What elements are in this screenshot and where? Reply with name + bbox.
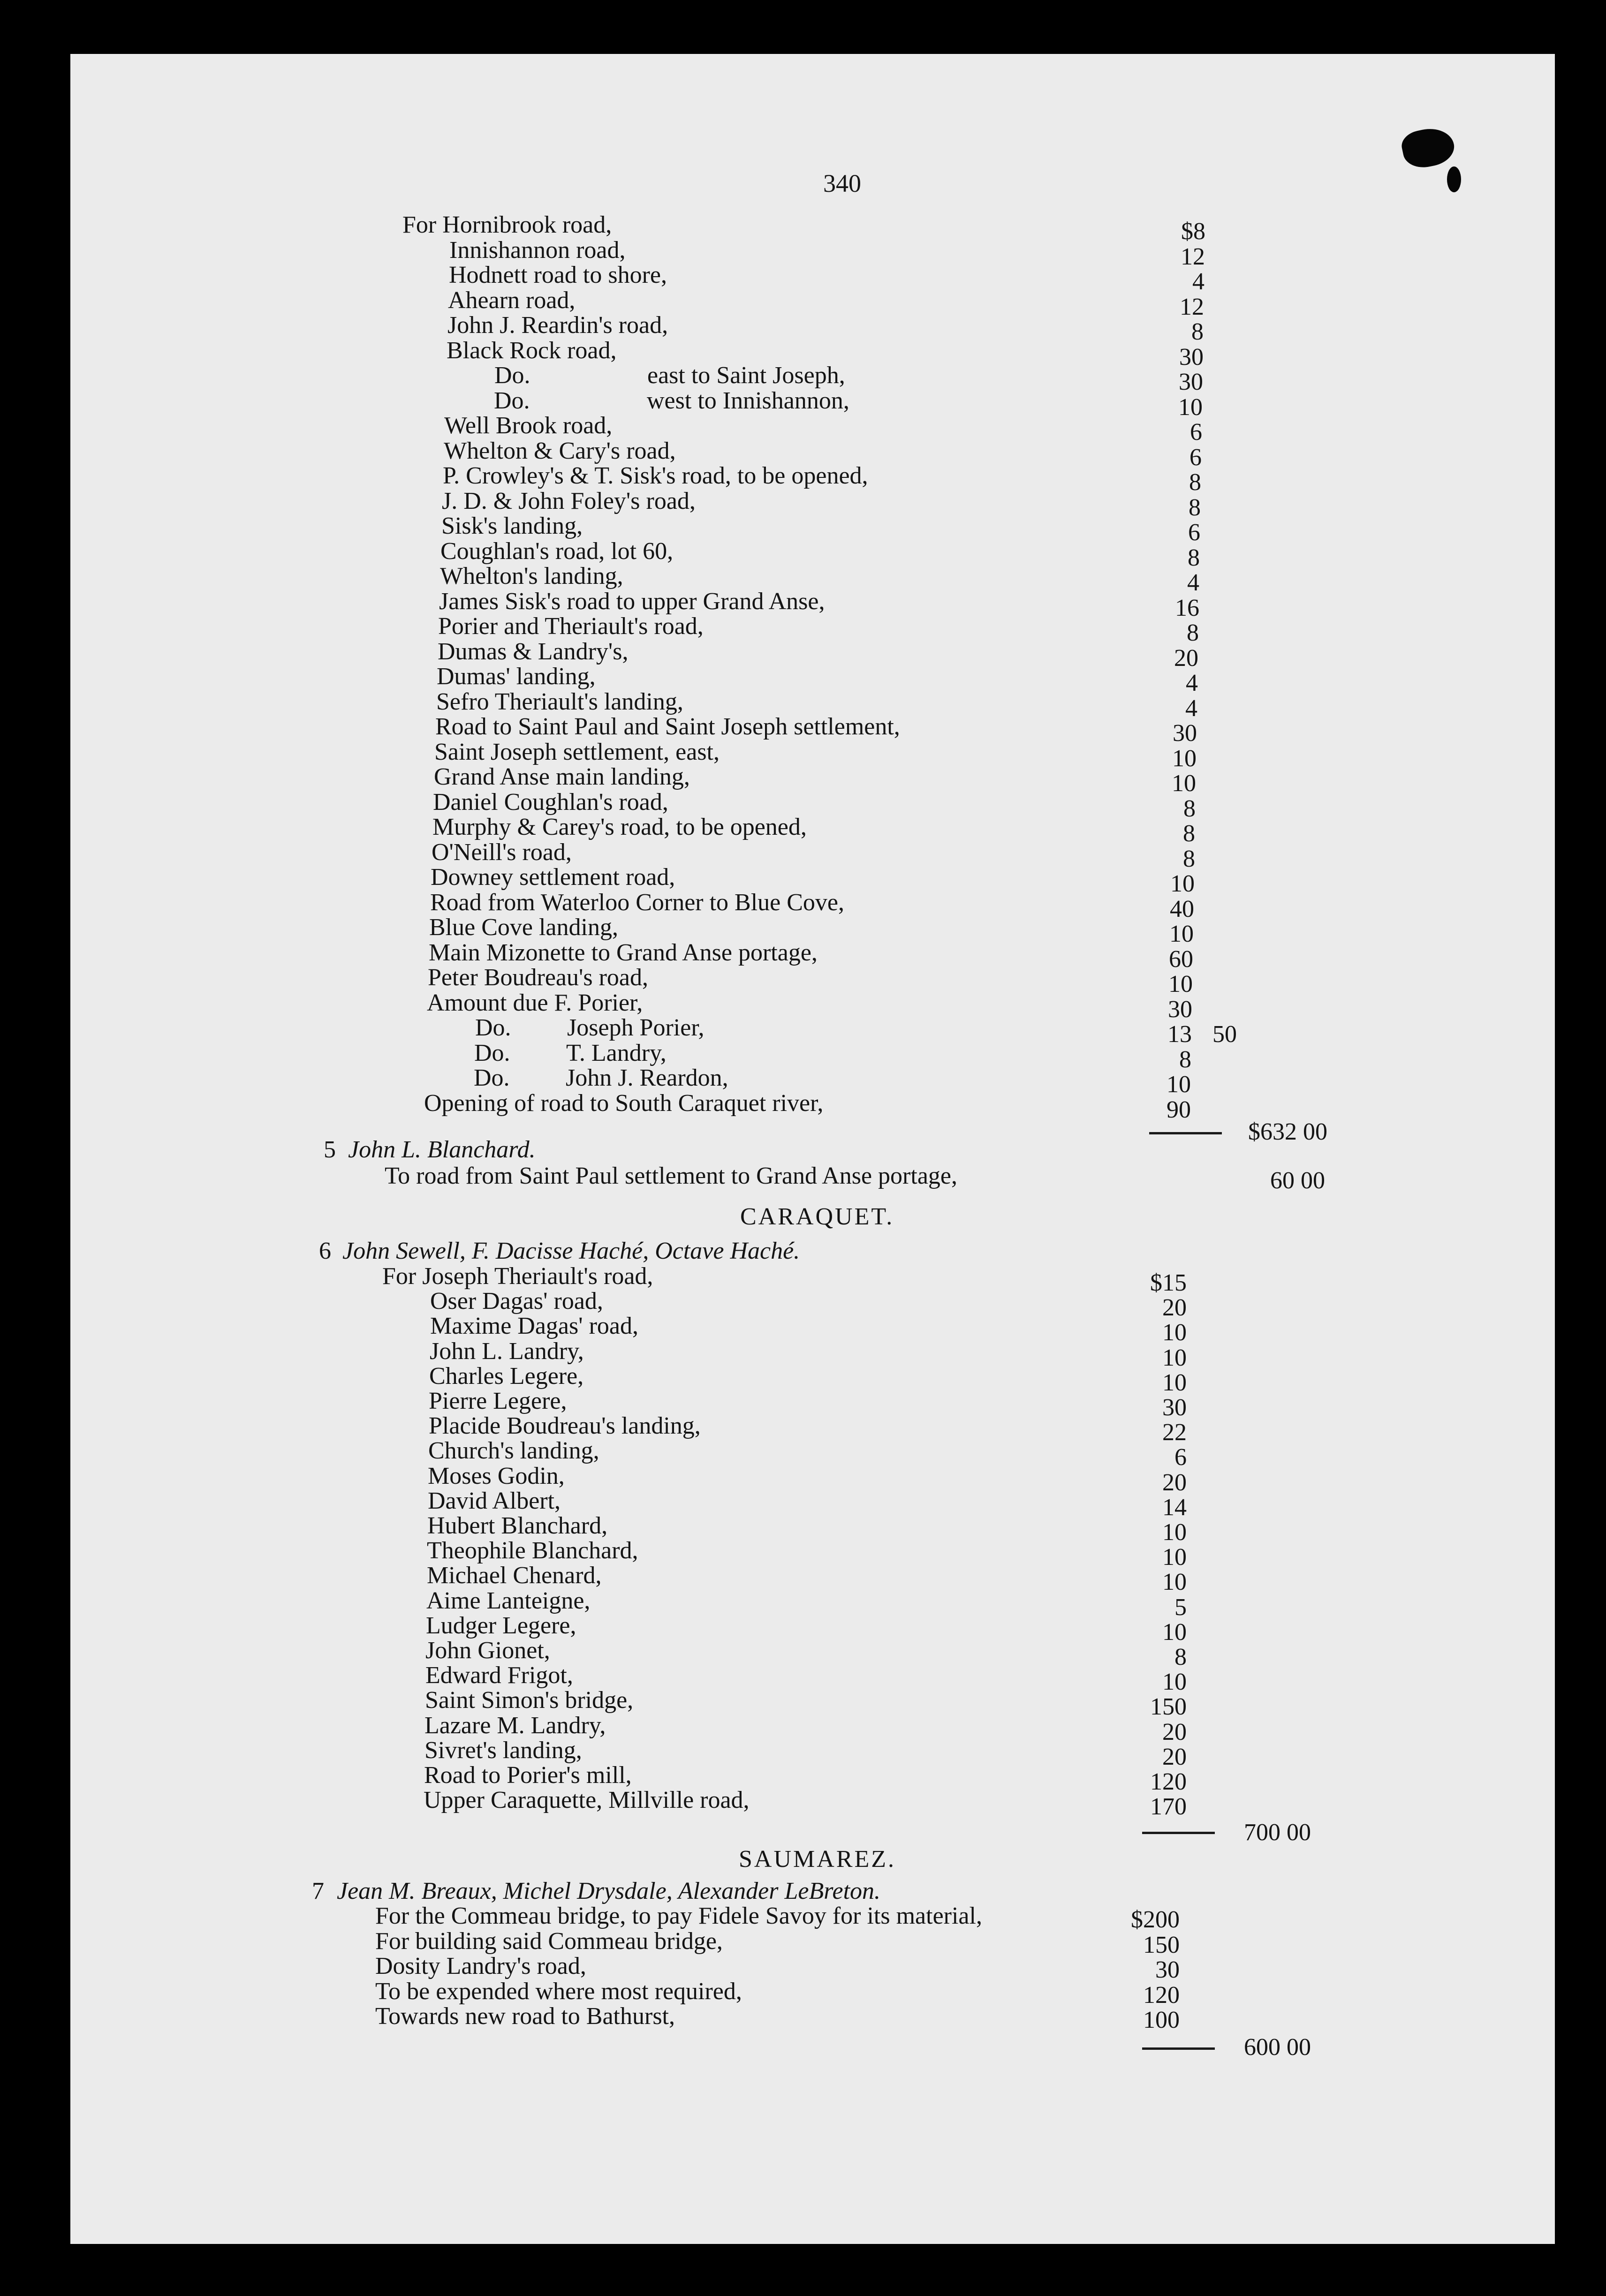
- list-item-label: Hodnett road to shore,: [449, 262, 667, 288]
- list-item-label: For the Commeau bridge, to pay Fidele Savoy for its material,: [375, 1903, 982, 1929]
- list-item-amount: 10: [1162, 1319, 1187, 1346]
- caraquet-number: 6: [319, 1238, 331, 1264]
- list-item-amount: 10: [1162, 1519, 1187, 1546]
- list-item-amount: 8: [1174, 1644, 1187, 1670]
- list-item-amount: 16: [1175, 595, 1199, 621]
- ink-blot: [1399, 124, 1457, 171]
- list-item-label: John Gionet,: [425, 1637, 550, 1664]
- list-item-label: J. D. & John Foley's road,: [442, 488, 696, 514]
- list-item-label: Porier and Theriault's road,: [438, 613, 704, 640]
- list-item-label: For building said Commeau bridge,: [375, 1928, 723, 1955]
- list-item-amount: 150: [1150, 1693, 1187, 1720]
- list-item-label: Theophile Blanchard,: [427, 1537, 638, 1564]
- list-item-label: P. Crowley's & T. Sisk's road, to be opened,: [443, 462, 868, 489]
- list-item-amount: 20: [1162, 1469, 1187, 1496]
- list-item-label: For Hornibrook road,: [402, 211, 612, 238]
- list-item-amount: 4: [1186, 670, 1198, 696]
- list-item-amount: 6: [1189, 444, 1202, 471]
- list-item-label: Hubert Blanchard,: [427, 1512, 608, 1539]
- list-item-label: Placide Boudreau's landing,: [429, 1412, 701, 1439]
- list-item-label: Moses Godin,: [428, 1463, 565, 1489]
- list-item-ditto: Do.: [494, 387, 530, 414]
- list-item-amount: 100: [1143, 2007, 1180, 2033]
- list-item-label: Aime Lanteigne,: [426, 1587, 591, 1614]
- list-item-amount: 6: [1174, 1444, 1187, 1471]
- list-item-amount: 13: [1167, 1021, 1192, 1048]
- list-item-amount: 10: [1162, 1544, 1187, 1571]
- list-item-amount: 10: [1172, 770, 1196, 797]
- list-item-label: Daniel Coughlan's road,: [433, 789, 668, 816]
- list-item-label: Dumas' landing,: [437, 663, 596, 690]
- list-item-amount: $15: [1150, 1269, 1187, 1296]
- section-5-names: John L. Blanchard.: [348, 1136, 536, 1163]
- list-item-label: Road to Porier's mill,: [424, 1762, 632, 1789]
- list-item-amount: 120: [1143, 1982, 1180, 2009]
- list-item-amount: 10: [1162, 1669, 1187, 1695]
- list-item-label: east to Saint Joseph,: [647, 362, 845, 389]
- section-5-number: 5: [324, 1136, 336, 1163]
- list-item-amount: $8: [1181, 218, 1205, 245]
- list-item-label: Opening of road to South Caraquet river,: [424, 1090, 824, 1117]
- list-item-label: Sivret's landing,: [424, 1737, 582, 1764]
- subtotal-rule: [1149, 1132, 1222, 1134]
- list-item-label: Blue Cove landing,: [429, 914, 618, 941]
- list-item-amount: 8: [1188, 544, 1200, 571]
- list-item-label: T. Landry,: [566, 1040, 667, 1066]
- ink-blot: [1447, 166, 1461, 192]
- list-item-amount: 20: [1174, 645, 1198, 672]
- list-item-label: Towards new road to Bathurst,: [375, 2003, 675, 2030]
- list-item-label: Innishannon road,: [449, 237, 626, 264]
- list-item-label: Michael Chenard,: [427, 1562, 602, 1589]
- list-item-amount: 6: [1188, 519, 1200, 546]
- list-item-cents: 50: [1212, 1021, 1237, 1048]
- list-item-amount: 20: [1162, 1744, 1187, 1770]
- list-item-amount: 10: [1170, 870, 1195, 897]
- list-item-label: John J. Reardin's road,: [447, 312, 668, 339]
- list-item-label: Edward Frigot,: [425, 1662, 573, 1689]
- list-item-label: Whelton's landing,: [440, 563, 623, 589]
- list-item-amount: 60: [1169, 946, 1193, 973]
- list-item-amount: 8: [1191, 318, 1204, 345]
- list-item-label: Well Brook road,: [444, 412, 613, 439]
- list-item-amount: 6: [1190, 419, 1202, 446]
- list-item-amount: 8: [1189, 469, 1201, 496]
- list-item-amount: 30: [1179, 369, 1203, 395]
- list-item-label: Grand Anse main landing,: [434, 763, 690, 790]
- list-item-amount: 12: [1180, 294, 1204, 320]
- list-item-amount: 10: [1167, 1071, 1191, 1098]
- list-item-label: Pierre Legere,: [429, 1388, 567, 1414]
- list-item-label: Charles Legere,: [429, 1363, 584, 1390]
- list-item-amount: 170: [1150, 1793, 1187, 1820]
- list-item-label: Downey settlement road,: [431, 864, 675, 891]
- list-item-label: Murphy & Carey's road, to be opened,: [432, 814, 807, 840]
- list-item-amount: $200: [1131, 1906, 1180, 1933]
- list-item-label: Church's landing,: [428, 1437, 599, 1464]
- list-item-ditto: Do.: [475, 1014, 511, 1041]
- list-item-amount: 40: [1170, 896, 1194, 922]
- list-item-amount: 8: [1183, 820, 1195, 847]
- list-item-amount: 10: [1162, 1369, 1187, 1396]
- list-item-label: Saint Joseph settlement, east,: [434, 739, 720, 765]
- list-item-label: For Joseph Theriault's road,: [382, 1263, 653, 1290]
- saumarez-total: 600 00: [1244, 2034, 1311, 2061]
- list-item-label: James Sisk's road to upper Grand Anse,: [439, 588, 825, 615]
- caraquet-heading: CARAQUET.: [740, 1203, 894, 1230]
- list-item-amount: 30: [1173, 720, 1197, 747]
- list-item-label: Dumas & Landry's,: [438, 638, 629, 665]
- list-item-amount: 10: [1178, 394, 1203, 421]
- list-item-label: Peter Boudreau's road,: [428, 964, 649, 991]
- list-item-amount: 14: [1162, 1494, 1187, 1521]
- list-item-label: Black Rock road,: [447, 337, 617, 364]
- subtotal-rule: [1142, 2047, 1215, 2050]
- list-item-amount: 10: [1172, 745, 1197, 772]
- list-item-label: Dosity Landry's road,: [375, 1953, 586, 1979]
- list-item-label: Whelton & Cary's road,: [444, 438, 676, 464]
- list-item-amount: 4: [1187, 569, 1199, 596]
- list-item-amount: 30: [1162, 1394, 1187, 1421]
- list-item-amount: 30: [1168, 996, 1192, 1023]
- list-item-amount: 8: [1179, 1046, 1191, 1073]
- list-item-label: O'Neill's road,: [432, 839, 572, 866]
- list-item-label: Sisk's landing,: [441, 513, 583, 539]
- list-item-label: Road to Saint Paul and Saint Joseph settlement,: [435, 713, 900, 740]
- list-item-label: To be expended where most required,: [375, 1978, 742, 2005]
- list-item-amount: 22: [1162, 1419, 1187, 1446]
- list-item-label: Joseph Porier,: [567, 1014, 705, 1041]
- list-item-amount: 4: [1185, 695, 1197, 722]
- list-item-amount: 10: [1162, 1569, 1187, 1595]
- list-item-amount: 8: [1183, 846, 1195, 872]
- section-1-total: $632 00: [1248, 1118, 1327, 1145]
- list-item-label: John J. Reardon,: [566, 1065, 728, 1091]
- list-item-amount: 90: [1167, 1096, 1191, 1123]
- saumarez-number: 7: [312, 1878, 324, 1904]
- list-item-amount: 4: [1192, 268, 1204, 295]
- list-item-label: David Albert,: [428, 1488, 561, 1514]
- list-item-label: Main Mizonette to Grand Anse portage,: [429, 939, 818, 966]
- list-item-amount: 150: [1143, 1932, 1180, 1958]
- list-item-amount: 30: [1155, 1956, 1180, 1983]
- list-item-ditto: Do.: [494, 362, 530, 389]
- list-item-amount: 30: [1179, 344, 1204, 370]
- section-5-total: 60 00: [1270, 1167, 1325, 1194]
- list-item-label: Sefro Theriault's landing,: [436, 688, 683, 715]
- list-item-amount: 10: [1162, 1619, 1187, 1646]
- list-item-amount: 8: [1189, 494, 1201, 521]
- list-item-amount: 8: [1187, 619, 1199, 646]
- list-item-ditto: Do.: [474, 1040, 510, 1066]
- list-item-label: John L. Landry,: [430, 1338, 584, 1365]
- list-item-amount: 10: [1168, 971, 1193, 997]
- list-item-amount: 12: [1181, 243, 1205, 270]
- list-item-label: Ludger Legere,: [426, 1612, 576, 1639]
- saumarez-heading: SAUMAREZ.: [739, 1846, 896, 1873]
- list-item-label: west to Innishannon,: [647, 387, 849, 414]
- list-item-label: Ahearn road,: [448, 287, 576, 314]
- list-item-label: Saint Simon's bridge,: [425, 1687, 634, 1714]
- list-item-label: Upper Caraquette, Millville road,: [424, 1787, 750, 1813]
- list-item-amount: 20: [1162, 1719, 1187, 1745]
- list-item-label: Road from Waterloo Corner to Blue Cove,: [430, 889, 845, 916]
- subtotal-rule: [1142, 1832, 1215, 1834]
- caraquet-names: John Sewell, F. Dacisse Haché, Octave Haché.: [342, 1238, 800, 1264]
- list-item-label: Coughlan's road, lot 60,: [440, 538, 674, 565]
- list-item-label: Oser Dagas' road,: [430, 1288, 603, 1314]
- list-item-amount: 120: [1150, 1768, 1187, 1795]
- caraquet-total: 700 00: [1244, 1819, 1311, 1846]
- section-5-item: To road from Saint Paul settlement to Grand Anse portage,: [385, 1163, 957, 1189]
- list-item-amount: 10: [1169, 921, 1194, 947]
- list-item-ditto: Do.: [474, 1065, 510, 1091]
- list-item-amount: 20: [1162, 1294, 1187, 1321]
- saumarez-names: Jean M. Breaux, Michel Drysdale, Alexander LeBreton.: [337, 1878, 881, 1904]
- list-item-label: Maxime Dagas' road,: [430, 1313, 639, 1339]
- list-item-amount: 10: [1162, 1344, 1187, 1371]
- list-item-label: Lazare M. Landry,: [424, 1712, 606, 1739]
- page-number: 340: [823, 169, 861, 197]
- list-item-label: Amount due F. Porier,: [427, 989, 643, 1016]
- list-item-amount: 5: [1174, 1594, 1187, 1621]
- list-item-amount: 8: [1183, 795, 1196, 822]
